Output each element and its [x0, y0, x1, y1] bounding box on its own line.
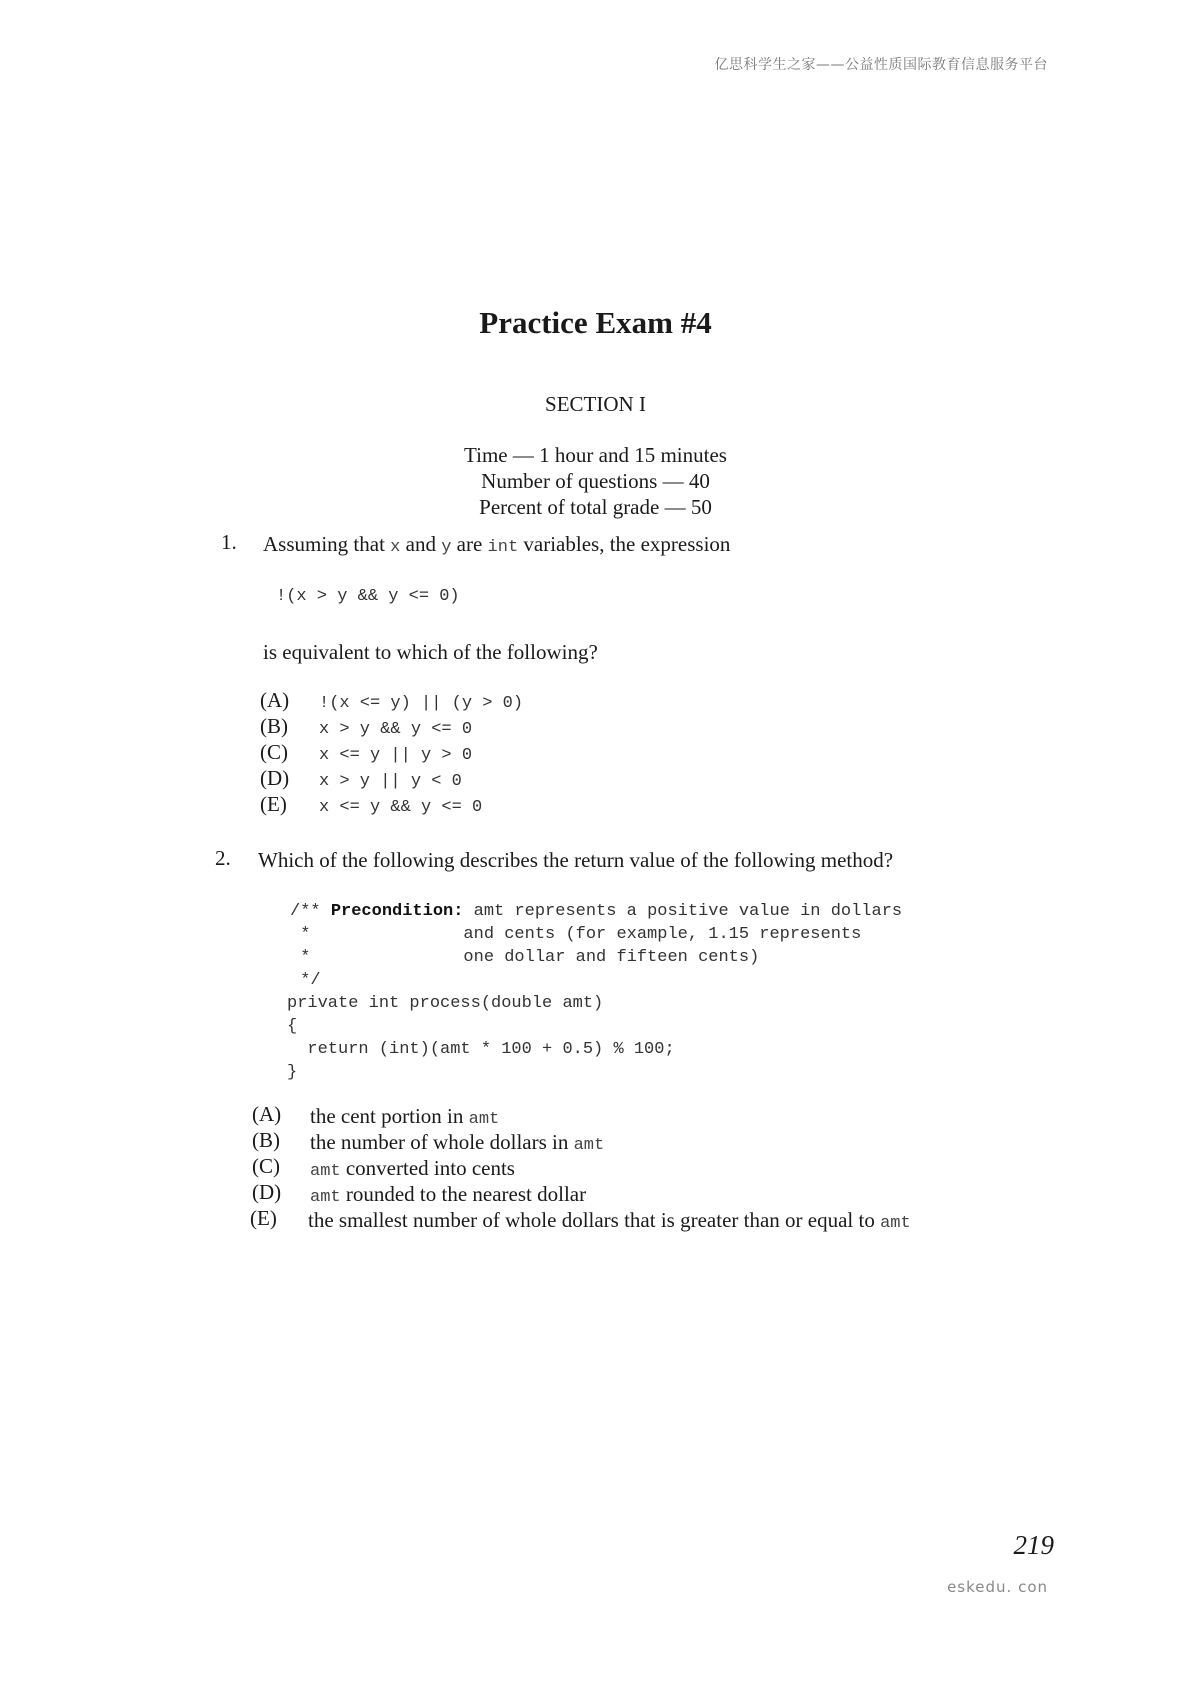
question-1-number: 1. [221, 530, 237, 554]
question-2-number: 2. [215, 846, 231, 870]
code-line-7: return (int)(amt * 100 + 0.5) % 100; [287, 1040, 675, 1059]
q2-choice-a-text [310, 1104, 499, 1129]
stem-code: y [441, 538, 452, 557]
q2-choice-e-letter: (E) [250, 1206, 277, 1230]
choice-text: rounded to the nearest dollar [340, 1182, 587, 1206]
q1-choice-d-code: x > y || y < 0 [319, 772, 462, 791]
choice-code: amt [468, 1110, 500, 1129]
header-note: 亿思科学生之家——公益性质国际教育信息服务平台 [714, 57, 1048, 73]
stem-text: and [400, 532, 442, 556]
choice-text: the smallest number of whole dollars that is greater than or equal to [308, 1208, 881, 1232]
q1-choice-d-letter: (D) [260, 766, 290, 790]
info-questions: Number of questions — 40 [481, 469, 710, 493]
page-title: Practice Exam #4 [479, 305, 712, 340]
q2-choice-b-text [310, 1130, 604, 1155]
footer-note: eskedu. con [947, 1578, 1048, 1596]
code-line-3: * one dollar and fifteen cents) [290, 948, 760, 967]
question-2-code-block [287, 900, 903, 1084]
precondition-label: Precondition: [330, 902, 464, 921]
q2-choice-c-text [310, 1156, 515, 1181]
q2-choice-d-text [310, 1182, 586, 1207]
q2-choice-e-text [308, 1208, 911, 1233]
exam-info [0, 442, 1191, 520]
stem-text: variables, the expression [518, 532, 731, 556]
stem-text: Assuming that [263, 532, 391, 556]
q1-choice-b-code: x > y && y <= 0 [319, 720, 473, 739]
question-2-stem: Which of the following describes the return value of the following method? [258, 848, 894, 872]
q1-choice-b-letter: (B) [260, 714, 288, 738]
question-1-stem [263, 532, 730, 557]
q1-choice-e-letter: (E) [260, 792, 287, 816]
code-line-1 [290, 900, 902, 923]
q1-choice-e-code: x <= y && y <= 0 [319, 798, 483, 817]
q1-choice-c-letter: (C) [260, 740, 288, 764]
question-1-followup: is equivalent to which of the following? [263, 640, 598, 664]
choice-code: amt [310, 1162, 341, 1181]
q2-choice-d-letter: (D) [252, 1180, 282, 1204]
q1-choice-a-letter: (A) [260, 688, 290, 712]
q1-choice-a-code: !(x <= y) || (y > 0) [319, 694, 524, 713]
comment-open: /** [290, 902, 331, 921]
page-number: 219 [1013, 1530, 1054, 1560]
q1-choice-c-code: x <= y || y > 0 [319, 746, 473, 765]
code-line-6: { [287, 1017, 298, 1036]
info-percent: Percent of total grade — 50 [479, 495, 712, 519]
choice-code: amt [573, 1136, 605, 1155]
comment-text: amt represents a positive value in dollars [463, 902, 903, 921]
q2-choice-b-letter: (B) [252, 1128, 280, 1152]
choice-code: amt [310, 1188, 341, 1207]
choice-text: the number of whole dollars in [310, 1130, 574, 1154]
code-line-2: * and cents (for example, 1.15 represents [290, 925, 862, 944]
section-heading: SECTION I [545, 392, 646, 416]
choice-text: the cent portion in [310, 1104, 469, 1128]
stem-code: int [487, 538, 519, 557]
question-1-expression: !(x > y && y <= 0) [276, 587, 460, 606]
choice-code: amt [880, 1214, 911, 1233]
q2-choice-a-letter: (A) [252, 1102, 282, 1126]
stem-code: x [390, 538, 401, 557]
code-line-4: */ [290, 971, 321, 990]
info-time: Time — 1 hour and 15 minutes [464, 443, 727, 467]
stem-text: are [451, 532, 488, 556]
choice-text: converted into cents [340, 1156, 515, 1180]
q2-choice-c-letter: (C) [252, 1154, 280, 1178]
code-line-8: } [287, 1063, 298, 1082]
code-line-5: private int process(double amt) [287, 994, 604, 1013]
